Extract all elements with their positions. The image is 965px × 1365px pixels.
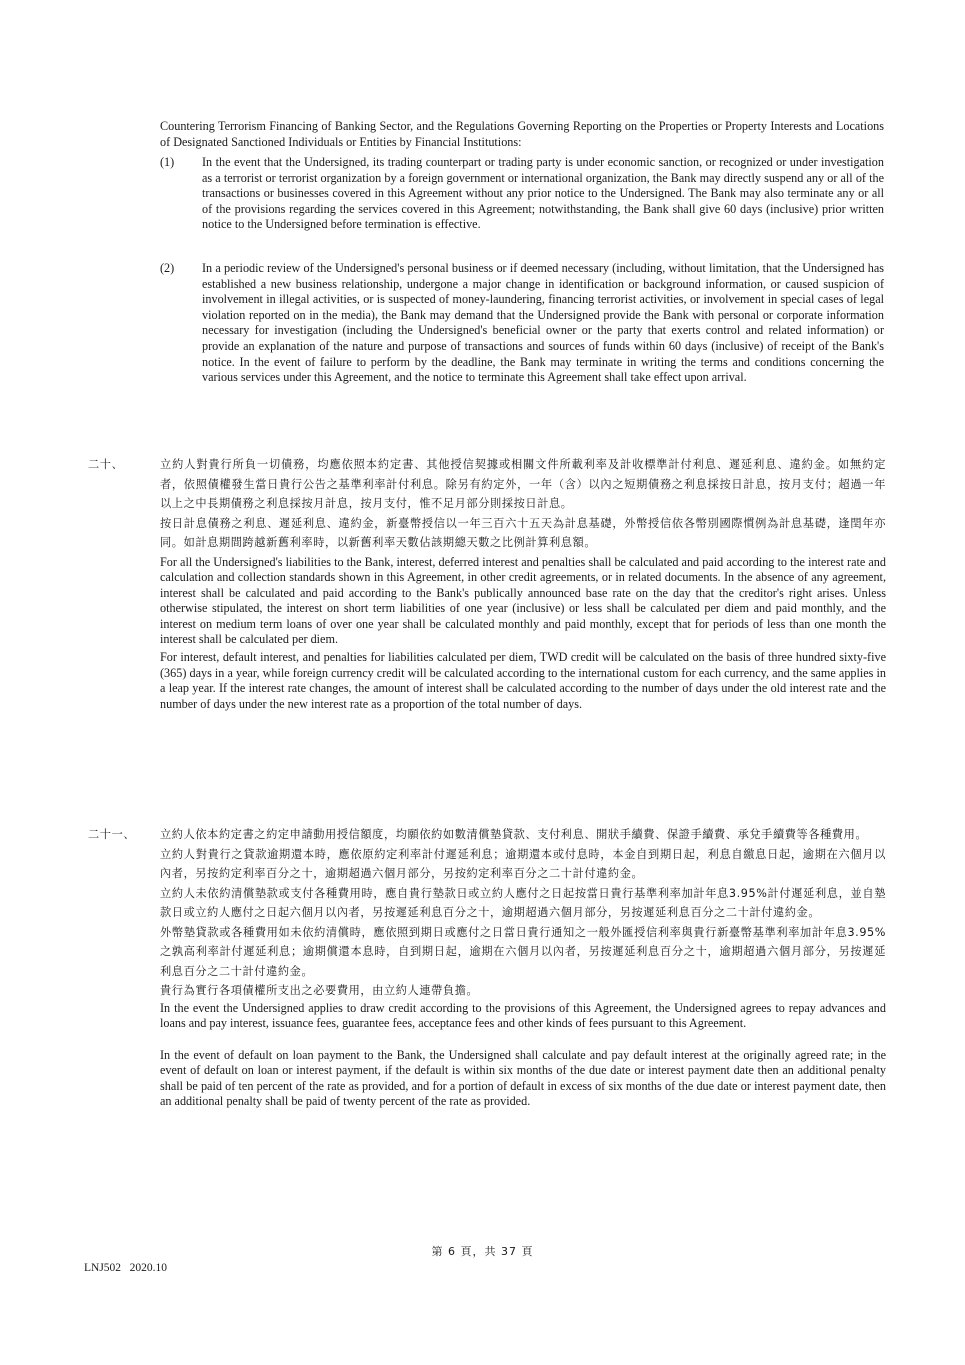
article-chinese-paragraph: 按日計息債務之利息、遲延利息、違約金，新臺幣授信以一年三百六十五天為計息基礎，外幣授信依各幣別國際慣例為計息基礎，逢閏年亦同。如計息期間跨越新舊利率時，以新舊利率天數佔該期總天數之比例計算利息額。	[160, 516, 886, 549]
article-english-paragraph: For all the Undersigned's liabilities to the Bank, interest, deferred interest and penalties shall be calculated and paid according to the interest rate and calculation and collection standards shown in this Agreement, in other credit agreements, or in related documents. In the absence of any agreement, interest shall be calculated and paid according to the Bank's publically announced base rate on the day that the creditor's right arises. Unless otherwise stipulated, the interest on short term liabilities of one year (inclusive) or less shall be calculated per diem and paid monthly, and the interest on medium term loans of over one year shall be calculated monthly and paid monthly, except that for periods of less than one month the interest shall be calculated per diem.	[160, 554, 886, 647]
article-english-paragraph: For interest, default interest, and penalties for liabilities calculated per diem, TWD credit will be calculated on the basis of three hundred sixty-five (365) days in a year, while foreign currency credit will be calculated according to the international custom for each currency, and the same applies in a leap year. If the interest rate changes, the amount of interest shall be calculated according to the number of days under the old interest rate and the number of days under the new interest rate as a proportion of the total number of days.	[160, 650, 886, 711]
article-chinese-paragraph: 貴行為實行各項債權所支出之必要費用，由立約人連帶負擔。	[160, 984, 479, 997]
page-indicator: 第 6 頁，共 37 頁	[431, 1245, 534, 1258]
list-item-text: In a periodic review of the Undersigned's personal business or if deemed necessary (including, without limitation, that the Undersigned has established a new business relationship, undergone a major change in identification or background information, or caused suspicion of involvement in illegal activities, or is suspected of money-laundering, financing terrorist activities, or involvement in special cases of legal violation reported on in the media), the Bank may demand that the Undersigned provide the Bank with personal or corporate information necessary for investigation (including the Undersigned's beneficial owner or the party that exerts control and related information) or provide an explanation of the nature and purpose of transactions and sources of funds within 60 days (inclusive) of receipt of the Bank's notice. In the event of failure to perform by the deadline, the Bank may terminate in writing the terms and conditions concerning the various services under this Agreement, and the notice to terminate this Agreement shall take effect upon arrival.	[202, 261, 884, 385]
article-chinese-paragraph: 外幣墊貸款或各種費用如未依約清償時，應依照到期日或應付之日當日貴行通知之一般外匯授信利率與貴行新臺幣基準利率加計年息3.95%之孰高利率計付遲延利息；逾期償還本息時，自到期日起，逾期在六個月以內者，另按遲延利息百分之十，逾期超過六個月部分，另按遲延利息百分之二十計付違約金。	[160, 925, 886, 978]
article-body	[160, 455, 886, 712]
list-item-number: (1)	[160, 155, 175, 169]
article-chinese-paragraph: 立約人未依約清償墊款或支付各種費用時，應自貴行墊款日或立約人應付之日起按當日貴行基準利率加計年息3.95%計付遲延利息，並自墊款日或立約人應付之日起六個月以內者，另按遲延利息百分之十，逾期超過六個月部分，另按遲延利息百分之二十計付違約金。	[160, 886, 886, 919]
list-item-1	[160, 155, 884, 233]
article-body	[160, 825, 886, 1110]
list-item-2	[160, 261, 884, 386]
article-chinese-paragraph: 立約人對貴行所負一切債務，均應依照本約定書、其他授信契據或相關文件所載利率及計收標準計付利息、遲延利息、違約金。如無約定者，依照債權發生當日貴行公告之基準利率計付利息。除另有約定外，一年（含）以內之短期債務之利息採按日計息，按月支付；超過一年以上之中長期債務之利息採按月計息，按月支付，惟不足月部分則採按日計息。	[160, 458, 886, 510]
list-item-number: (2)	[160, 261, 175, 275]
article-chinese-paragraph: 立約人對貴行之貸款逾期還本時，應依原約定利率計付遲延利息；逾期還本或付息時，本金自到期日起，利息自繳息日起，逾期在六個月以內者，另按約定利率百分之十，逾期超過六個月部分，另按約定利率百分之二十計付違約金。	[160, 847, 886, 880]
article-number: 二十一、	[88, 828, 136, 841]
article-english-paragraph: In the event the Undersigned applies to draw credit according to the provisions of this Agreement, the Undersigned agrees to repay advances and loans and pay interest, issuance fees, guarantee fees, acceptance fees and other kinds of fees pursuant to this Agreement.	[160, 1000, 886, 1031]
article-20	[88, 455, 886, 712]
form-code: LNJ502 2020.10	[84, 1262, 168, 1274]
article-number: 二十、	[88, 458, 124, 471]
list-item-text: In the event that the Undersigned, its trading counterpart or trading party is under economic sanction, or recognized or under investigation as a terrorist or terrorist organization by a foreign government or international organization, the Bank may directly suspend any or all of the transactions or businesses covered in this Agreement without any prior notice to the Undersigned. The Bank may also terminate any or all of the provisions regarding the services covered in this Agreement; notwithstanding, the Bank shall give 60 days (inclusive) prior written notice to the Undersigned before termination is effective.	[202, 155, 884, 232]
intro-paragraph: Countering Terrorism Financing of Banking Sector, and the Regulations Governing Reporting on the Properties or Property Interests and Locations of Designated Sanctioned Individuals or Entities by Financial Institutions:	[160, 119, 884, 149]
article-chinese-paragraph: 立約人依本約定書之約定申請動用授信額度，均願依約如數清償墊貸款、支付利息、開狀手續費、保證手續費、承兌手續費等各種費用。	[160, 828, 868, 841]
article-21	[88, 825, 886, 1110]
article-english-paragraph: In the event of default on loan payment to the Bank, the Undersigned shall calculate and pay default interest at the originally agreed rate; in the event of default on loan or interest payment, if the default is within six months of the due date or interest payment date then an additional penalty shall be paid of ten percent of the rate as provided, and for a portion of default in excess of six months of the due date or interest payment date, then an additional penalty shall be paid of twenty percent of the rate as provided.	[160, 1047, 886, 1109]
